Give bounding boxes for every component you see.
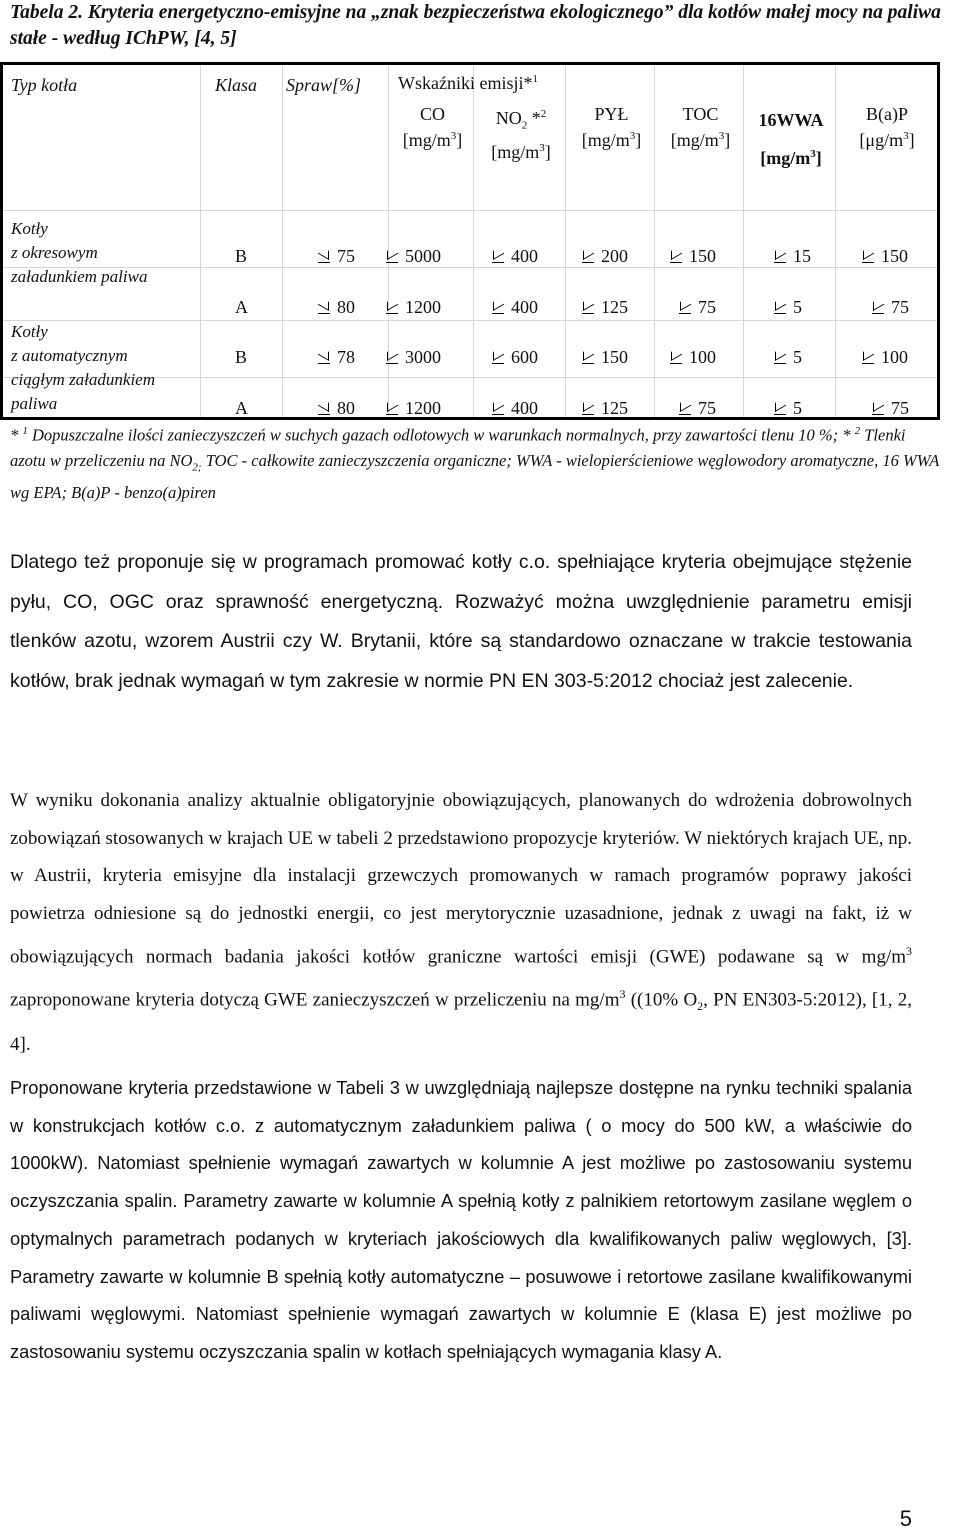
header-no2: $NO_2$ *$^2$ $[mg/m^3]$ <box>491 108 551 162</box>
le-icon <box>669 249 683 263</box>
group-label-automatyczny: Kotły z automatycznym ciągłym załadunkiem paliwa <box>11 322 155 413</box>
cell-bap: 100 <box>861 347 908 368</box>
group-label-okresowy: Kotły z okresowym załadunkiem paliwa <box>11 219 148 286</box>
le-icon <box>773 401 787 415</box>
cell-klasa: B <box>235 246 248 266</box>
cell-pyl: 200 <box>581 246 628 267</box>
cell-bap: 150 <box>861 246 908 267</box>
le-icon <box>581 401 595 415</box>
cell-co: 1200 <box>385 297 441 318</box>
cell-toc: 75 <box>678 398 716 419</box>
cell-toc: 75 <box>678 297 716 318</box>
cell-wwa: 15 <box>773 246 811 267</box>
le-icon <box>581 350 595 364</box>
header-16wwa: 16WWA $[mg/m^3]$ <box>758 110 824 168</box>
le-icon <box>773 249 787 263</box>
page-number: 5 <box>899 1506 912 1531</box>
header-spraw: Spraw[%] <box>286 75 362 95</box>
cell-spraw: 75 <box>317 246 355 267</box>
header-typ: Typ kotła <box>11 75 78 95</box>
criteria-table <box>0 62 940 420</box>
paragraph-1: Dlatego też proponuje się w programach promować kotły c.o. spełniające kryteria obejmujące stężenie pyłu, CO, OGC oraz sprawność energetyczną. Rozważyć można uwzględnienie parametru emisji tlenków azotu, wzorem Austrii czy W. Brytanii, które są standardowo oznaczane w trakcie testowania kotłów, brak jednak wymagań w tym zakresie w normie PN EN 303-5:2012 chociaż jest zalecenie. <box>10 551 912 692</box>
cell-no2: 600 <box>491 347 538 368</box>
cell-no2: 400 <box>491 246 538 267</box>
ge-icon <box>317 249 331 263</box>
header-bap: B(a)P $[\mu g/m^3]$ <box>859 104 915 150</box>
le-icon <box>871 401 885 415</box>
table-footnote: * $^1$ Dopuszczalne ilości zanieczyszczeń w suchych gazach odlotowych w warunkach normalnych, przy zawartości tlenu 10 %; * $^2$ Tlenki azotu w przeliczeniu na $NO_{2;}$ TOC - całkowite zanieczyszczenia organiczne; WWA - wielopierścieniowe węglowodory aromatyczne, 16 WWA wg EPA; B(a)P - benzo(a)piren <box>10 425 940 502</box>
ge-icon <box>317 300 331 314</box>
le-icon <box>861 350 875 364</box>
le-icon <box>861 249 875 263</box>
le-icon <box>491 249 505 263</box>
header-co: CO $[mg/m^3]$ <box>402 104 463 150</box>
le-icon <box>581 249 595 263</box>
le-icon <box>773 350 787 364</box>
le-icon <box>581 300 595 314</box>
cell-klasa: A <box>235 398 248 418</box>
header-klasa: Klasa <box>215 75 258 95</box>
cell-toc: 150 <box>669 246 716 267</box>
header-toc: TOC $[mg/m^3]$ <box>670 104 731 150</box>
le-icon <box>385 249 399 263</box>
le-icon <box>678 300 692 314</box>
le-icon <box>385 350 399 364</box>
ge-icon <box>317 350 331 364</box>
le-icon <box>385 401 399 415</box>
cell-spraw: 80 <box>317 398 355 419</box>
paragraph-2: W wyniku dokonania analizy aktualnie obligatoryjnie obowiązujących, planowanych do wdrożenia dobrowolnych zobowiązań stosowanych w krajach UE w tabeli 2 przedstawiono propozycje kryteriów. W niektórych krajach UE, np. w Austrii, kryteria emisyjne dla instalacji grzewczych promowanych w ramach programów poprawy jakości powietrza odniesione są do jednostki energii, co jest merytorycznie uzasadnione, jednak z uwagi na fakt, iż w obowiązujących normach badania jakości kotłów graniczne wartości emisji (GWE) podawane są w $mg/m^3$ zaproponowane kryteria dotyczą GWE zanieczyszczeń w przeliczeniu na $mg/m^3$ ((10% $O_2$, PN EN303-5:2012), [1, 2, 4]. <box>10 790 912 1055</box>
ge-icon <box>317 401 331 415</box>
cell-bap: 75 <box>871 297 909 318</box>
le-icon <box>491 401 505 415</box>
header-pyl: PYŁ $[mg/m^3]$ <box>581 104 642 150</box>
cell-wwa: 5 <box>773 297 802 318</box>
cell-wwa: 5 <box>773 347 802 368</box>
cell-co: 3000 <box>385 347 441 368</box>
cell-pyl: 125 <box>581 297 628 318</box>
cell-co: 5000 <box>385 246 441 267</box>
cell-wwa: 5 <box>773 398 802 419</box>
le-icon <box>491 300 505 314</box>
cell-pyl: 150 <box>581 347 628 368</box>
table-caption: Tabela 2. Kryteria energetyczno-emisyjne na „znak bezpieczeństwa ekologicznego” dla kotłów małej mocy na paliwa stałe - według IChPW, [4, 5] <box>10 2 941 49</box>
header-wskazniki: Wskaźniki emisji*$^1$ <box>398 73 538 93</box>
cell-klasa: A <box>235 297 248 317</box>
le-icon <box>871 300 885 314</box>
le-icon <box>678 401 692 415</box>
cell-pyl: 125 <box>581 398 628 419</box>
le-icon <box>669 350 683 364</box>
le-icon <box>773 300 787 314</box>
paragraph-3: Proponowane kryteria przedstawione w Tabeli 3 w uwzględniają najlepsze dostępne na rynku techniki spalania w konstrukcjach kotłów c.o. z automatycznym załadunkiem paliwa ( o mocy do 500 kW, a właściwie do 1000kW). Natomiast spełnienie wymagań zawartych w kolumnie A jest możliwe po zastosowaniu systemu oczyszczania spalin. Parametry zawarte w kolumnie A spełnią kotły z palnikiem retortowym zasilane węglem o optymalnych parametrach podanych w kryteriach jakościowych dla kwalifikowanych paliw węglowych, [3]. Parametry zawarte w kolumnie B spełnią kotły automatyczne – posuwowe i retortowe zasilane kwalifikowanymi paliwami węglowymi. Natomiast spełnienie wymagań zawartych w kolumnie E (klasa E) jest możliwe po zastosowaniu systemu oczyszczania spalin w kotłach spełniających wymagania klasy A. <box>10 1077 912 1362</box>
cell-no2: 400 <box>491 297 538 318</box>
cell-no2: 400 <box>491 398 538 419</box>
cell-klasa: B <box>235 347 248 367</box>
cell-co: 1200 <box>385 398 441 419</box>
cell-bap: 75 <box>871 398 909 419</box>
cell-toc: 100 <box>669 347 716 368</box>
le-icon <box>491 350 505 364</box>
cell-spraw: 78 <box>317 347 355 368</box>
le-icon <box>385 300 399 314</box>
cell-spraw: 80 <box>317 297 355 318</box>
